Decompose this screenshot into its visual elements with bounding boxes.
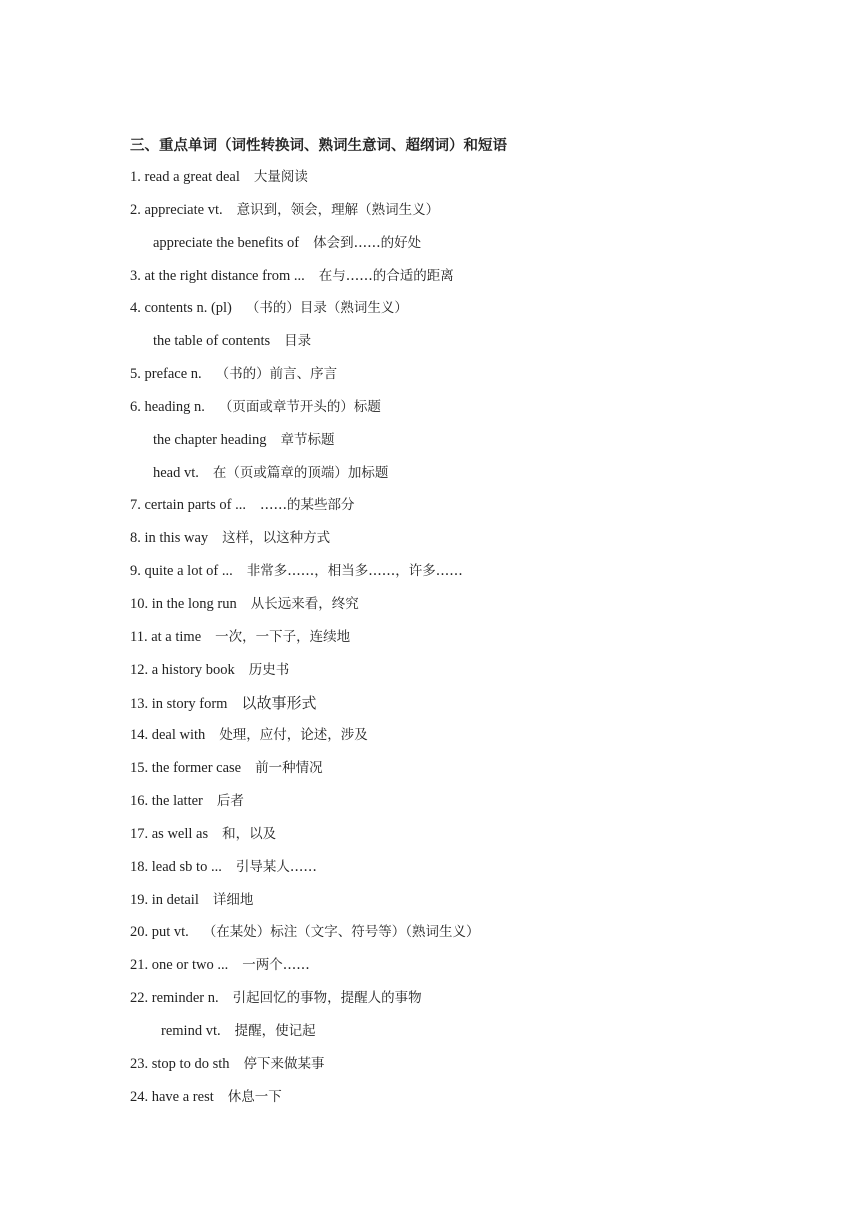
- list-item: [130, 331, 830, 364]
- chinese-meaning: 历史书: [248, 661, 290, 678]
- chinese-meaning: 处理，应付，论述，涉及: [219, 727, 368, 744]
- chinese-meaning: 章节标题: [280, 431, 335, 448]
- chinese-meaning: 体会到……的好处: [313, 234, 422, 251]
- list-item: [130, 791, 830, 824]
- english-term: 9. quite a lot of ...: [130, 563, 233, 580]
- english-term: appreciate the benefits of: [153, 234, 300, 251]
- english-term: head vt.: [153, 464, 199, 481]
- chinese-meaning: （书的）目录（熟词生义）: [245, 300, 408, 317]
- chinese-meaning: 大量阅读: [253, 169, 308, 185]
- list-item: [130, 430, 830, 463]
- list-item: [130, 922, 830, 955]
- chinese-meaning: ……的某些部分: [259, 497, 355, 514]
- chinese-meaning: 从长远来看，终究: [250, 595, 359, 612]
- english-term: 17. as well as: [130, 825, 209, 842]
- list-item: [130, 1021, 830, 1054]
- list-item: [130, 758, 830, 791]
- chinese-meaning: 休息一下: [227, 1088, 282, 1105]
- english-term: 15. the former case: [130, 760, 242, 777]
- list-item: [130, 857, 830, 890]
- english-term: 7. certain parts of ...: [130, 497, 246, 514]
- english-term: 22. reminder n.: [130, 990, 219, 1007]
- english-term: the table of contents: [153, 333, 271, 350]
- list-item: [130, 725, 830, 758]
- chinese-meaning: 以故事形式: [241, 693, 317, 712]
- list-item: [130, 298, 830, 331]
- list-item: [130, 364, 830, 397]
- list-item: [130, 627, 830, 660]
- list-item: [130, 824, 830, 857]
- chinese-meaning: （书的）前言、序言: [215, 366, 338, 383]
- english-term: 6. heading n.: [130, 398, 205, 415]
- chinese-meaning: 后者: [216, 793, 244, 810]
- list-item: [130, 660, 830, 693]
- english-term: 2. appreciate vt.: [130, 201, 223, 218]
- chinese-meaning: 在（页或篇章的顶端）加标题: [212, 464, 389, 481]
- list-item: [130, 266, 830, 299]
- chinese-meaning: 在与……的合适的距离: [318, 267, 454, 284]
- vocabulary-list: [130, 167, 830, 1119]
- chinese-meaning: 意识到，领会，理解（熟词生义）: [236, 201, 440, 218]
- list-item: [130, 1087, 830, 1120]
- english-term: 11. at a time: [130, 628, 202, 645]
- english-term: 23. stop to do sth: [130, 1055, 230, 1072]
- english-term: 20. put vt.: [130, 924, 189, 941]
- english-term: 14. deal with: [130, 727, 206, 744]
- english-term: 10. in the long run: [130, 595, 237, 612]
- list-item: [130, 1054, 830, 1087]
- list-item: [130, 890, 830, 923]
- english-term: 21. one or two ...: [130, 957, 229, 974]
- chinese-meaning: 引导某人……: [235, 858, 317, 875]
- english-term: 3. at the right distance from ...: [130, 267, 305, 284]
- chinese-meaning: 和，以及: [222, 825, 277, 842]
- list-item: [130, 495, 830, 528]
- chinese-meaning: 一次，一下子，连续地: [215, 628, 351, 645]
- chinese-meaning: 前一种情况: [255, 760, 323, 777]
- chinese-meaning: 提醒，使记起: [234, 1022, 316, 1039]
- english-term: 5. preface n.: [130, 366, 202, 383]
- list-item: [130, 528, 830, 561]
- chinese-meaning: 一两个……: [242, 957, 310, 974]
- list-item: [130, 594, 830, 627]
- english-term: 19. in detail: [130, 891, 199, 908]
- chinese-meaning: 引起回忆的事物，提醒人的事物: [232, 990, 422, 1007]
- list-item: [130, 463, 830, 496]
- english-term: remind vt.: [161, 1022, 221, 1039]
- english-term: 24. have a rest: [130, 1088, 214, 1105]
- chinese-meaning: 目录: [284, 333, 312, 350]
- list-item: [130, 200, 830, 233]
- english-term: the chapter heading: [153, 431, 267, 448]
- chinese-meaning: 非常多……，相当多……，许多……: [246, 563, 463, 580]
- english-term: 4. contents n. (pl): [130, 300, 232, 317]
- english-term: 12. a history book: [130, 661, 235, 678]
- list-item: [130, 955, 830, 988]
- list-item: [130, 693, 830, 726]
- section-heading: 三、重点单词（词性转换词、熟词生意词、超纲词）和短语: [130, 138, 507, 154]
- chinese-meaning: （在某处）标注（文字、符号等）（熟词生义）: [202, 924, 480, 941]
- english-term: 18. lead sb to ...: [130, 858, 222, 875]
- list-item: [130, 167, 830, 200]
- list-item: [130, 988, 830, 1021]
- english-term: 8. in this way: [130, 530, 209, 547]
- english-term: 13. in story form: [130, 695, 228, 712]
- chinese-meaning: （页面或章节开头的）标题: [218, 398, 381, 415]
- list-item: [130, 397, 830, 430]
- chinese-meaning: 详细地: [212, 891, 254, 908]
- english-term: 1. read a great deal: [130, 169, 240, 185]
- chinese-meaning: 停下来做某事: [243, 1055, 325, 1072]
- list-item: [130, 233, 830, 266]
- chinese-meaning: 这样，以这种方式: [222, 530, 331, 547]
- english-term: 16. the latter: [130, 793, 203, 810]
- list-item: [130, 561, 830, 594]
